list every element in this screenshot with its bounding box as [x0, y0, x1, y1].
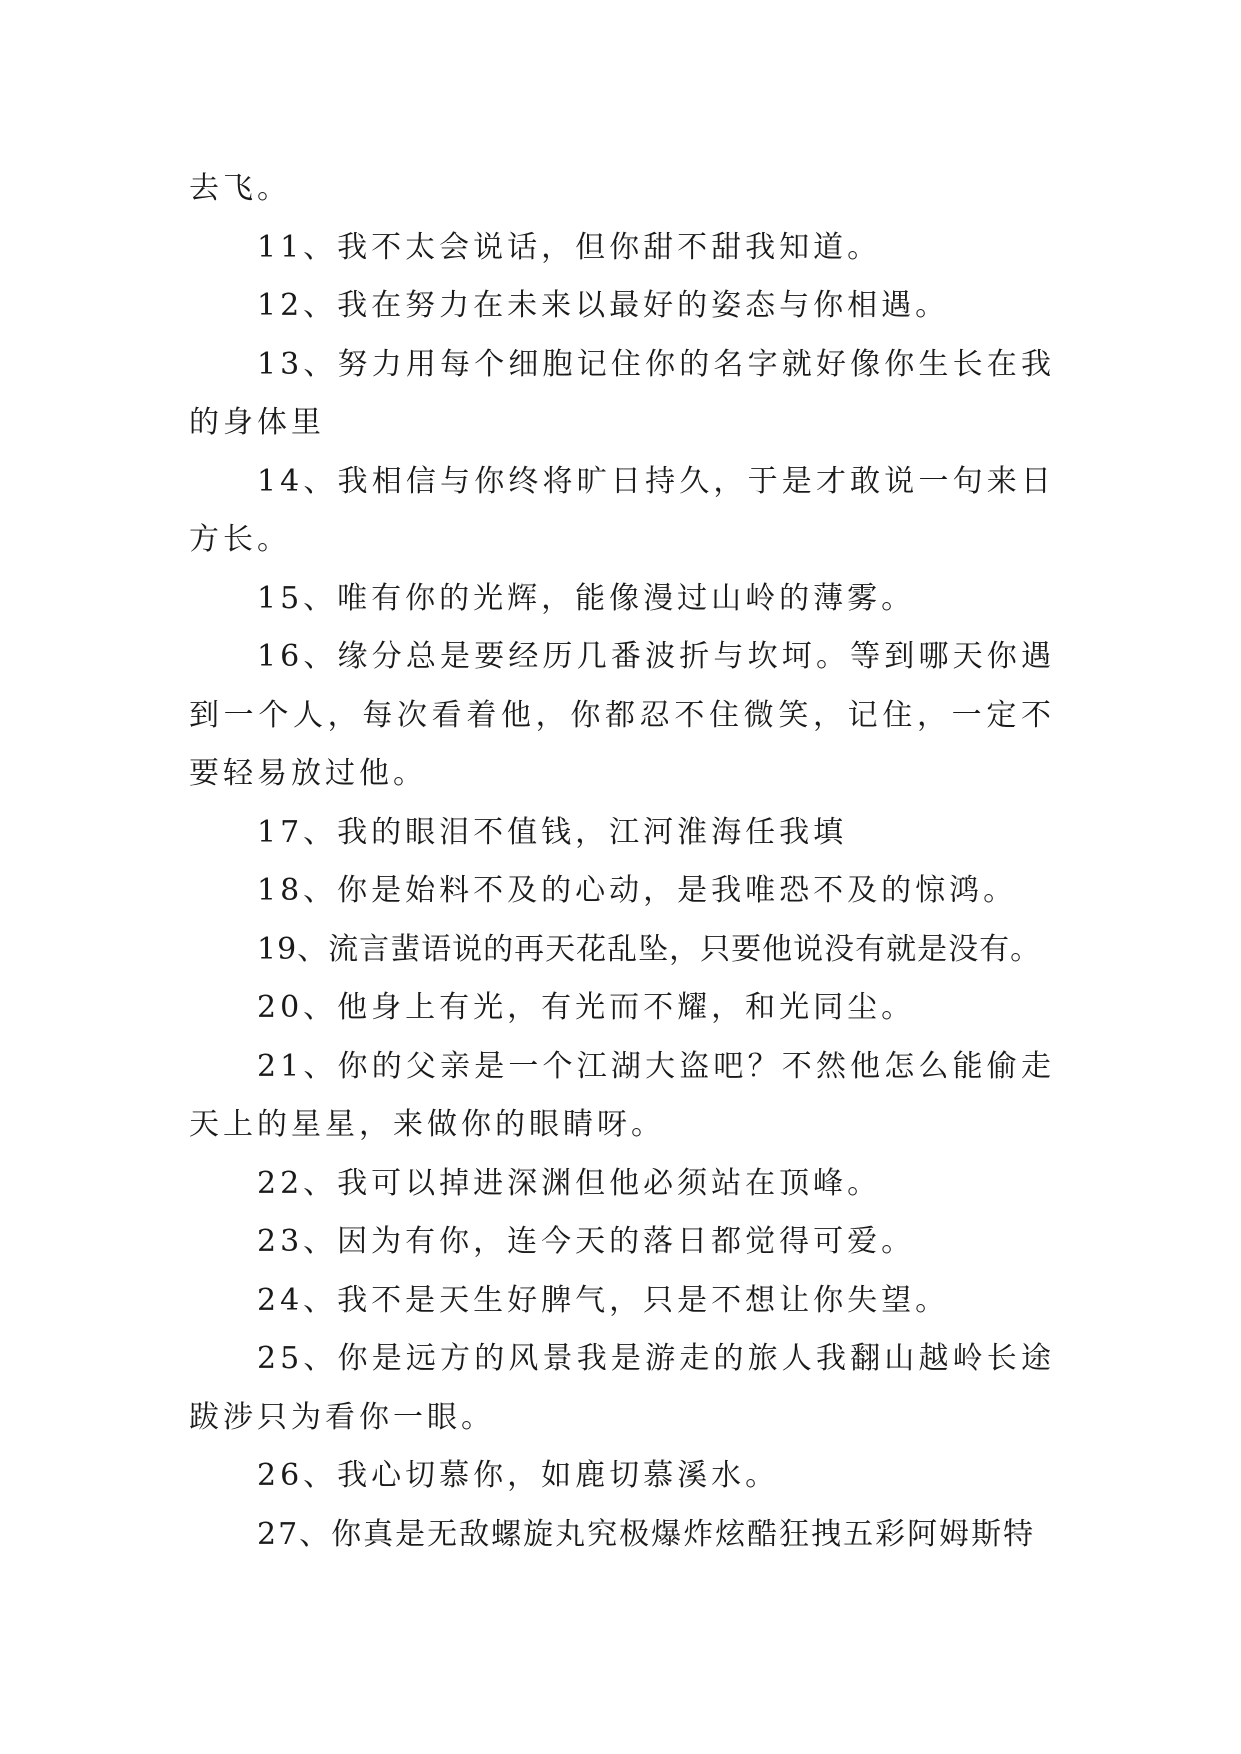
- list-item-15: 15、唯有你的光辉，能像漫过山岭的薄雾。: [257, 580, 916, 616]
- list-item-24: 24、我不是天生好脾气，只是不想让你失望。: [257, 1282, 950, 1318]
- list-item-17: 17、我的眼泪不值钱，江河淮海任我填: [257, 814, 848, 850]
- list-item-26: 26、我心切慕你，如鹿切慕溪水。: [257, 1458, 780, 1493]
- list-item-25: 25、你是远方的风景我是游走的旅人我翻山越岭长途跋涉只为看你一眼。: [189, 1341, 1055, 1435]
- paragraph-continuation: 去飞。: [189, 171, 291, 206]
- list-item-12: 12、我在努力在未来以最好的姿态与你相遇。: [257, 288, 950, 323]
- list-item-11: 11、我不太会说话，但你甜不甜我知道。: [257, 229, 882, 265]
- list-item-19: 19、流言蜚语说的再天花乱坠，只要他说没有就是没有。: [257, 931, 1042, 967]
- document-body: [189, 160, 1055, 1564]
- list-item-13: 13、努力用每个细胞记住你的名字就好像你生长在我的身体里: [189, 346, 1055, 440]
- list-item-23: 23、因为有你，连今天的落日都觉得可爱。: [257, 1224, 916, 1259]
- list-item-16: 16、缘分总是要经历几番波折与坎坷。等到哪天你遇到一个人，每次看着他，你都忍不住微笑，记住，一定不要轻易放过他。: [189, 639, 1055, 791]
- list-item-21: 21、你的父亲是一个江湖大盗吧？不然他怎么能偷走天上的星星，来做你的眼睛呀。: [189, 1048, 1055, 1142]
- list-item-14: 14、我相信与你终将旷日持久，于是才敢说一句来日方长。: [189, 463, 1055, 557]
- list-item-27: 27、你真是无敌螺旋丸究极爆炸炫酷狂拽五彩阿姆斯特: [257, 1516, 1036, 1552]
- list-item-22: 22、我可以掉进深渊但他必须站在顶峰。: [257, 1165, 882, 1201]
- list-item-20: 20、他身上有光，有光而不耀，和光同尘。: [257, 990, 916, 1025]
- list-item-18: 18、你是始料不及的心动，是我唯恐不及的惊鸿。: [257, 873, 1018, 908]
